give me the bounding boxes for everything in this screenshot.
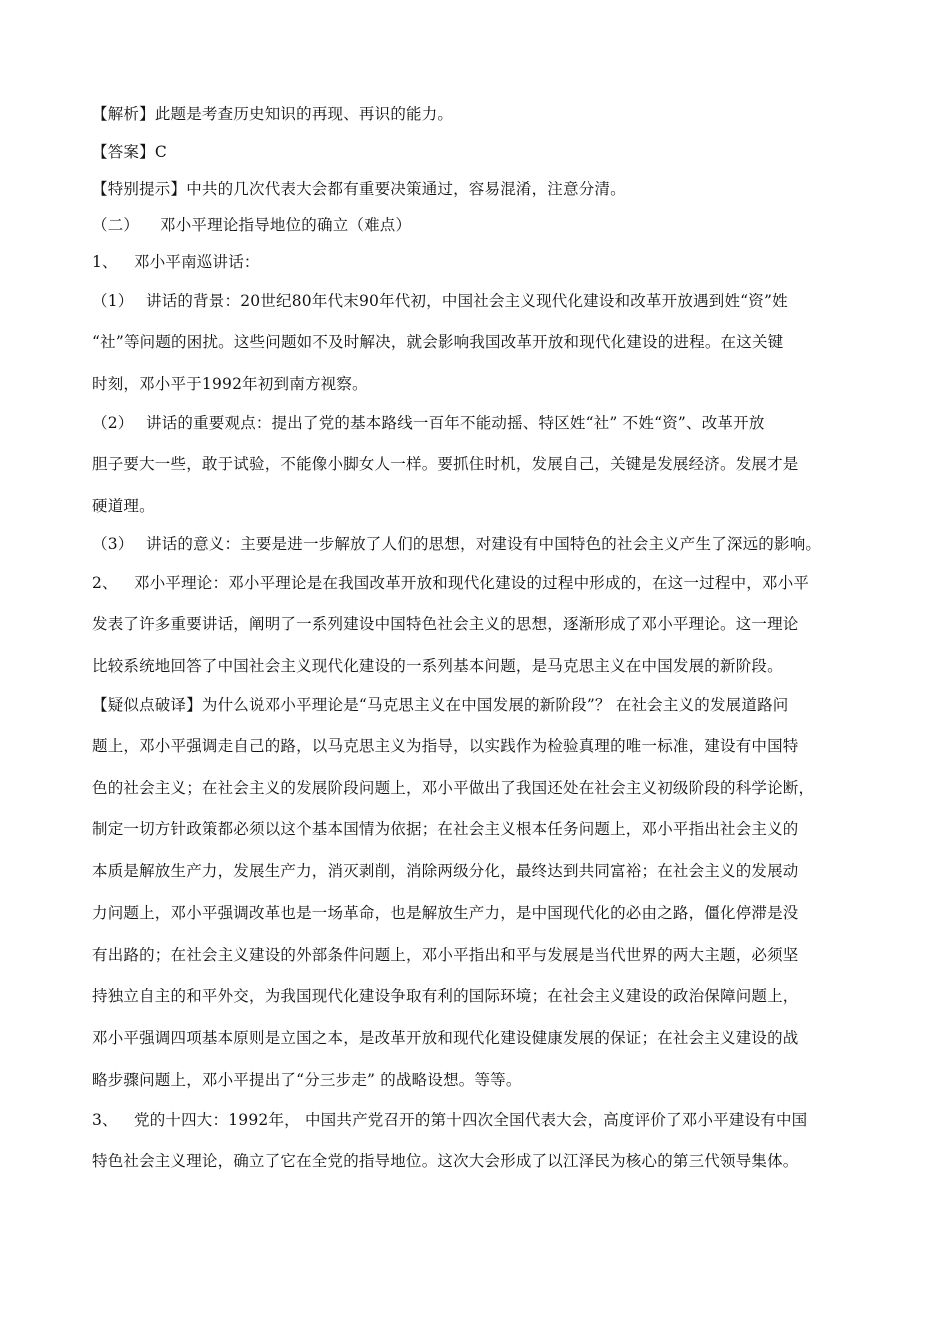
paragraph-line: 力问题上，邓小平强调改革也是一场革命，也是解放生产力，是中国现代化的必由之路，僵化停滞是没: [92, 904, 799, 922]
paragraph-line: 略步骤问题上，邓小平提出了“分三步走” 的战略设想。等等。: [92, 1071, 522, 1089]
paragraph-line: 硬道理。: [92, 497, 155, 515]
tip-label: 【特别提示】: [92, 180, 187, 198]
item-2-text: 邓小平理论：邓小平理论是在我国改革开放和现代化建设的过程中形成的，在这一过程中，邓小平: [134, 574, 810, 592]
item-1-1-line: [92, 290, 788, 312]
item-1-3-marker: （3）: [92, 535, 134, 553]
doubt-text: 为什么说邓小平理论是“马克思主义在中国发展的新阶段”？ 在社会主义的发展道路问: [201, 696, 789, 714]
paragraph-line: 本质是解放生产力，发展生产力，消灭剥削，消除两级分化，最终达到共同富裕；在社会主义的发展动: [92, 862, 799, 880]
section-title: 邓小平理论指导地位的确立（难点）: [160, 216, 412, 234]
item-1-3-text: 讲话的意义：主要是进一步解放了人们的思想，对建设有中国特色的社会主义产生了深远的影响。: [146, 535, 822, 553]
paragraph-line: 色的社会主义；在社会主义的发展阶段问题上，邓小平做出了我国还处在社会主义初级阶段的科学论断，: [92, 779, 815, 797]
item-1-heading: [92, 251, 260, 273]
section-heading: [92, 214, 411, 236]
analysis-text: 此题是考查历史知识的再现、再识的能力。: [154, 105, 454, 123]
paragraph-line: 持独立自主的和平外交，为我国现代化建设争取有利的国际环境；在社会主义建设的政治保障问题上，: [92, 987, 799, 1005]
tip-text: 中共的几次代表大会都有重要决策通过，容易混淆，注意分清。: [186, 180, 626, 198]
item-1-2-line: [92, 412, 765, 434]
paragraph-line: 制定一切方针政策都必须以这个基本国情为依据；在社会主义根本任务问题上，邓小平指出社会主义的: [92, 820, 799, 838]
analysis-label: 【解析】: [92, 105, 155, 123]
item-2-marker: 2、: [92, 574, 118, 592]
item-1-1-text: 讲话的背景：20世纪80年代末90年代初，中国社会主义现代化建设和改革开放遇到姓“资”姓: [146, 292, 788, 310]
item-1-marker: 1、: [92, 253, 118, 271]
answer-label: 【答案】: [92, 143, 155, 161]
paragraph-line: 特色社会主义理论，确立了它在全党的指导地位。这次大会形成了以江泽民为核心的第三代领导集体。: [92, 1152, 799, 1170]
paragraph-line: 胆子要大一些，敢于试验，不能像小脚女人一样。要抓住时机，发展自己，关键是发展经济。发展才是: [92, 455, 799, 473]
tip-line: [92, 178, 626, 200]
paragraph-line: 邓小平强调四项基本原则是立国之本，是改革开放和现代化建设健康发展的保证；在社会主义建设的战: [92, 1029, 799, 1047]
doubt-line: [92, 694, 788, 716]
answer-text: C: [154, 143, 167, 161]
item-1-2-text: 讲话的重要观点：提出了党的基本路线一百年不能动摇、特区姓“社” 不姓“资”、改革开放: [146, 414, 765, 432]
item-3-marker: 3、: [92, 1111, 118, 1129]
item-3-line: [92, 1109, 807, 1131]
section-marker: （二）: [92, 216, 140, 234]
paragraph-line: 时刻，邓小平于1992年初到南方视察。: [92, 375, 368, 393]
paragraph-line: “社”等问题的困扰。这些问题如不及时解决，就会影响我国改革开放和现代化建设的进程。在这关键: [92, 333, 784, 351]
paragraph-line: 有出路的；在社会主义建设的外部条件问题上，邓小平指出和平与发展是当代世界的两大主题，必须坚: [92, 946, 799, 964]
analysis-line: [92, 103, 453, 125]
doubt-label: 【疑似点破译】: [92, 696, 202, 714]
paragraph-line: 发表了许多重要讲话，阐明了一系列建设中国特色社会主义的思想，逐渐形成了邓小平理论。这一理论: [92, 615, 799, 633]
item-1-3-line: [92, 533, 821, 555]
answer-line: [92, 141, 167, 163]
paragraph-line: 比较系统地回答了中国社会主义现代化建设的一系列基本问题，是马克思主义在中国发展的新阶段。: [92, 657, 783, 675]
item-3-text: 党的十四大：1992年， 中国共产党召开的第十四次全国代表大会，高度评价了邓小平建设有中国: [134, 1111, 808, 1129]
item-1-title: 邓小平南巡讲话：: [134, 253, 260, 271]
item-2-line: [92, 572, 809, 594]
item-1-2-marker: （2）: [92, 414, 134, 432]
paragraph-line: 题上，邓小平强调走自己的路，以马克思主义为指导，以实践作为检验真理的唯一标准，建设有中国特: [92, 737, 799, 755]
item-1-1-marker: （1）: [92, 292, 134, 310]
